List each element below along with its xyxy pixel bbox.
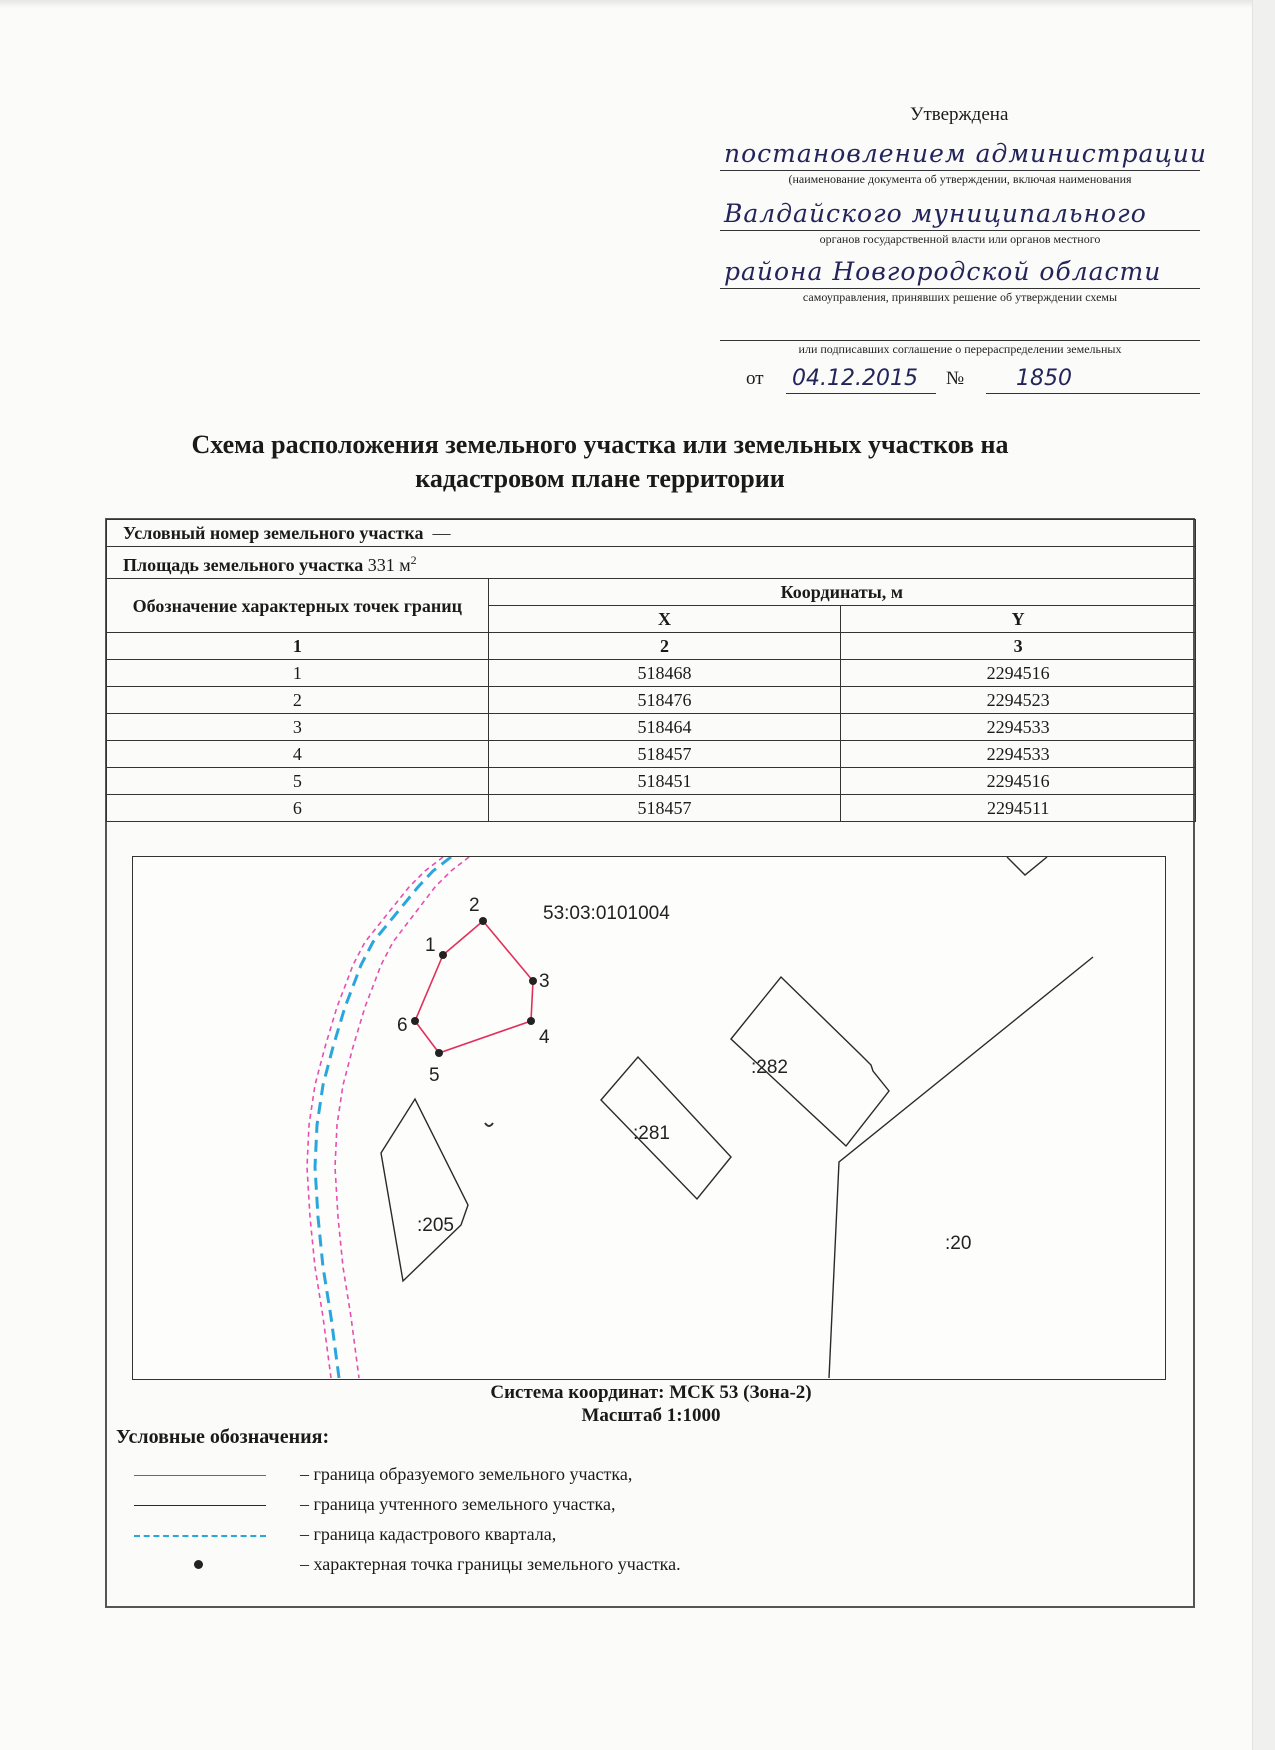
point-1-marker [439, 951, 447, 959]
point-id: 4 [107, 741, 489, 768]
document-title-line-1: Схема расположения земельного участка или земельных участков на [191, 430, 1009, 459]
zone-boundary-line-right [335, 857, 469, 1378]
legend-blue-dashed-line [134, 1535, 266, 1537]
approval-line-2 [720, 196, 1200, 231]
point-y: 2294533 [841, 741, 1196, 768]
document-title-line-2: кадастровом плане территории [415, 464, 785, 493]
parcel-281-label: :281 [633, 1123, 670, 1144]
handwritten-district-name: района Новгородской области [724, 257, 1162, 286]
point-3-label: 3 [539, 971, 550, 992]
conditional-number-value: — [432, 523, 451, 543]
point-id: 6 [107, 795, 489, 822]
legend-text: – характерная точка границы земельного участка. [300, 1554, 681, 1574]
x-header: X [488, 606, 841, 633]
area-cell [107, 547, 1196, 579]
legend-point-icon [194, 1560, 203, 1569]
point-y: 2294511 [841, 795, 1196, 822]
parcel-20-label: :20 [945, 1233, 972, 1254]
number-field [986, 363, 1200, 394]
point-4-marker [527, 1017, 535, 1025]
page-edge [1252, 0, 1275, 1750]
point-1-label: 1 [425, 935, 436, 956]
point-x: 518464 [488, 714, 841, 741]
point-y: 2294516 [841, 768, 1196, 795]
approval-date-row [746, 358, 1206, 394]
point-6-label: 6 [397, 1015, 408, 1036]
parcel-282-label: :282 [751, 1057, 788, 1078]
point-6-marker [411, 1017, 419, 1025]
point-id: 2 [107, 687, 489, 714]
area-label: Площадь земельного участка [123, 555, 364, 575]
table-row [107, 795, 1196, 822]
point-3-marker [529, 977, 537, 985]
approval-caption-1: (наименование документа об утверждении, включая наименования [788, 172, 1132, 186]
number-label: № [946, 368, 965, 389]
parcel-205-boundary [381, 1099, 468, 1281]
map-scale: Масштаб 1:1000 [581, 1405, 721, 1426]
points-header: Обозначение характерных точек границ [107, 579, 489, 633]
approval-date: 04.12.2015 [792, 366, 918, 391]
col-number-1: 1 [107, 633, 489, 660]
point-y: 2294523 [841, 687, 1196, 714]
point-y: 2294533 [841, 714, 1196, 741]
legend-item-registered-boundary [134, 1492, 894, 1518]
table-row [107, 768, 1196, 795]
point-5-marker [435, 1049, 443, 1057]
quarter-number-label: 53:03:0101004 [543, 903, 670, 924]
point-x: 518476 [488, 687, 841, 714]
legend-item-formed-boundary [134, 1462, 894, 1488]
small-mark [485, 1123, 493, 1126]
from-label: от [746, 368, 764, 389]
point-5-label: 5 [429, 1065, 440, 1086]
legend-red-line [134, 1475, 266, 1476]
col-number-2: 2 [488, 633, 841, 660]
point-4-label: 4 [539, 1027, 550, 1048]
parcel-205-label: :205 [417, 1215, 454, 1236]
legend-text: – граница образуемого земельного участка, [300, 1464, 633, 1484]
area-unit-sup: 2 [410, 553, 417, 567]
point-x: 518457 [488, 741, 841, 768]
legend-text: – граница учтенного земельного участка, [300, 1494, 616, 1514]
point-id: 5 [107, 768, 489, 795]
document-title [100, 428, 1100, 496]
approval-line-1 [720, 136, 1207, 171]
table-row [107, 687, 1196, 714]
handwritten-document-name: постановлением администрации [724, 139, 1207, 168]
coordinate-system: Система координат: МСК 53 (Зона-2) [490, 1382, 812, 1403]
coordinates-table [106, 519, 1196, 822]
approval-line-3 [720, 254, 1200, 289]
table-row [107, 660, 1196, 687]
map-canvas [133, 857, 1164, 1378]
point-y: 2294516 [841, 660, 1196, 687]
parcel-20-boundary [829, 957, 1093, 1378]
point-2-label: 2 [469, 895, 480, 916]
approval-number: 1850 [1016, 366, 1072, 391]
point-2-marker [479, 917, 487, 925]
parcel-top-right-boundary [1007, 857, 1047, 875]
page-top-shade [0, 0, 1275, 8]
area-value: 331 [367, 555, 395, 575]
y-header: Y [841, 606, 1196, 633]
approval-caption-3: самоуправления, принявших решение об утверждении схемы [802, 290, 1118, 304]
point-id: 1 [107, 660, 489, 687]
date-field [786, 363, 936, 394]
legend-item-quarter-boundary [134, 1522, 894, 1548]
cadastral-map [132, 856, 1166, 1380]
point-x: 518457 [488, 795, 841, 822]
coords-header: Координаты, м [488, 579, 1195, 606]
conditional-number-cell [107, 520, 1196, 547]
area-unit: м [399, 555, 411, 575]
approval-line-4 [720, 306, 1200, 341]
table-row [107, 714, 1196, 741]
legend-black-line [134, 1505, 266, 1506]
approval-caption-2: органов государственной власти или органов местного [819, 232, 1101, 246]
approval-title: Утверждена [910, 104, 1009, 125]
approval-caption-4: или подписавших соглашение о перераспределении земельных [798, 342, 1122, 356]
conditional-number-label: Условный номер земельного участка [123, 523, 424, 543]
table-row [107, 741, 1196, 768]
legend-item-characteristic-point [134, 1552, 894, 1578]
point-x: 518468 [488, 660, 841, 687]
legend-title: Условные обозначения: [116, 1426, 330, 1448]
point-id: 3 [107, 714, 489, 741]
point-x: 518451 [488, 768, 841, 795]
handwritten-authority-name: Валдайского муниципального [724, 199, 1147, 228]
legend-text: – граница кадастрового квартала, [300, 1524, 557, 1544]
col-number-3: 3 [841, 633, 1196, 660]
